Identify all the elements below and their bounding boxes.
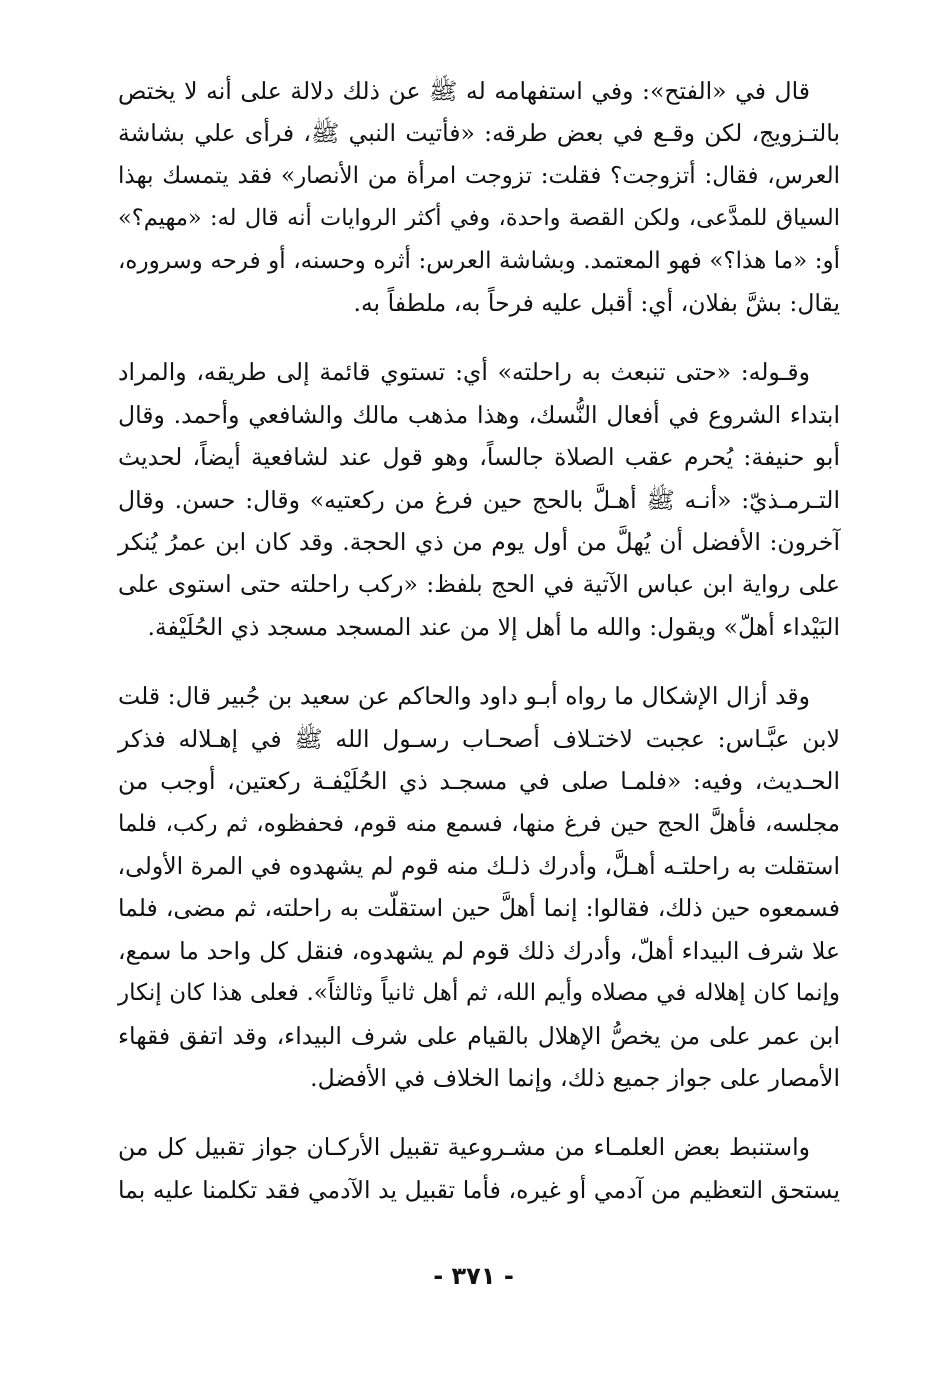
- paragraph-gap: [118, 1099, 840, 1126]
- text-line: على رواية ابن عباس الآتية في الحج بلفظ: «ركب راحلته حتى استوى على: [118, 570, 840, 599]
- text-line: فسمعوه حين ذلك، فقالوا: إنما أهلَّ حين استقلّت به راحلته، ثم مضى، فلما: [118, 894, 840, 923]
- text-line: ابتداء الشروع في أفعال النُّسك، وهذا مذهب مالك والشافعي وأحمد. وقال: [118, 400, 840, 429]
- text-line: السياق للمدَّعى، ولكن القصة واحدة، وفي أكثر الروايات أنه قال له: «مهيم؟»: [118, 205, 840, 232]
- paragraph-gap: [118, 648, 840, 675]
- text-line: قال في «الفتح»: وفي استفهامه له ﷺ عن ذلك دلالة على أنه لا يختص: [118, 77, 810, 105]
- text-line: أبو حنيفة: يُحرم عقب الصلاة جالساً، وهو قول عند لشافعية أيضاً، لحديث: [118, 443, 840, 472]
- text-line: مجلسه، فأهلَّ الحج حين فرغ منها، فسمع منه قوم، فحفظوه، ثم ركب، فلما: [118, 810, 840, 837]
- text-line: آخرون: الأفضل أن يُهلَّ من أول يوم من ذي الحجة. وقد كان ابن عمرُ يُنكر: [118, 528, 840, 557]
- text-line: واستنبط بعض العلمـاء من مشـروعية تقبيل الأركـان جواز تقبيل كل من: [118, 1133, 810, 1162]
- text-line: يقال: بشَّ بفلان، أي: أقبل عليه فرحاً به، ملطفاً به.: [353, 289, 840, 318]
- text-line: وقـوله: «حتى تنبعث به راحلته» أي: تستوي قائمة إلى طريقه، والمراد: [118, 358, 810, 387]
- text-line: البَيْداء أهلّ» ويقول: والله ما أهل إلا من عند المسجد مسجد ذي الحُلَيْفة.: [147, 612, 840, 641]
- text-line: علا شرف البيداء أهلّ، وأدرك ذلك قوم لم يشهدوه، فنقل كل واحد ما سمع،: [118, 936, 840, 965]
- text-line: الحـديث، وفيه: «فلمـا صلى في مسجـد ذي الحُلَيْفـة ركعتين، أوجب من: [118, 767, 840, 796]
- paragraph-2: [118, 351, 840, 648]
- text-line: لابن عبَّـاس: عجبت لاختـلاف أصحـاب رسـول الله ﷺ في إهـلاله فذكر: [118, 724, 840, 753]
- paragraph-3: [118, 675, 840, 1099]
- text-line: التـرمـذيّ: «أنـه ﷺ أهـلَّ بالحج حين فرغ من ركعتيه» وقال: حسن. وقال: [118, 485, 840, 514]
- page-body: [118, 70, 840, 1211]
- text-line: وإنما كان إهلاله في مصلاه وأيم الله، ثم أهل ثانياً وثالثاً». فعلى هذا كان إنكار: [118, 980, 840, 1007]
- text-line: استقلت به راحلتـه أهـلَّ، وأدرك ذلـك منه قوم لم يشهدوه في المرة الأولى،: [117, 851, 840, 880]
- page-number: - ٣٧١ -: [433, 1262, 514, 1290]
- text-line: بالتـزويج، لكن وقـع في بعض طرقه: «فأتيت النبي ﷺ، فرأى علي بشاشة: [118, 119, 840, 148]
- text-line: ابن عمر على من يخصُّ الإهلال بالقيام على شرف البيداء، وقد اتفق فقهاء: [118, 1021, 840, 1050]
- text-line: وقد أزال الإشكال ما رواه أبـو داود والحاكم عن سعيد بن جُبير قال: قلت: [118, 682, 810, 711]
- text-line: أو: «ما هذا؟» فهو المعتمد. وبشاشة العرس: أثره وحسنه، أو فرحه وسروره،: [118, 247, 840, 274]
- text-line: العرس، فقال: أتزوجت؟ فقلت: تزوجت امرأة من الأنصار» فقد يتمسك بهذا: [118, 162, 840, 189]
- text-line: الأمصار على جواز جميع ذلك، وإنما الخلاف في الأفضل.: [310, 1063, 840, 1092]
- paragraph-gap: [118, 324, 840, 351]
- text-line: يستحق التعظيم من آدمي أو غيره، فأما تقبيل يد الآدمي فقد تكلمنا عليه بما: [118, 1175, 840, 1204]
- paragraph-1: [118, 70, 840, 324]
- paragraph-4: [118, 1126, 840, 1211]
